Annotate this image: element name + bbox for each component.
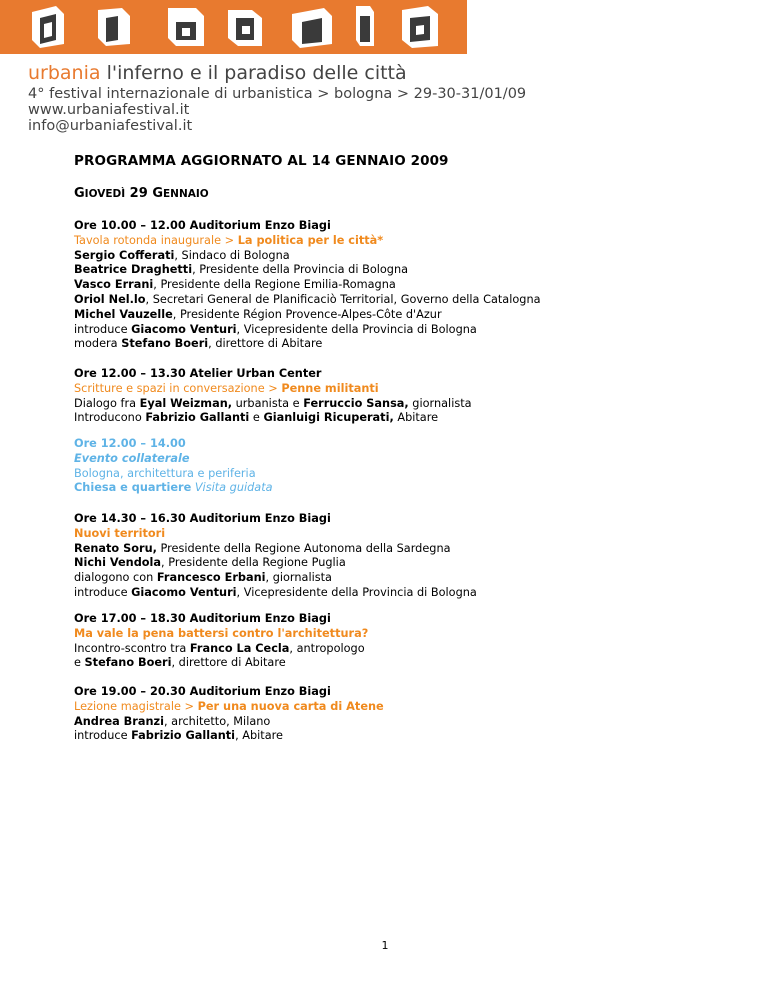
event-category: Tavola rotonda inaugurale > La politica per le città* (74, 233, 384, 247)
speaker-line: Andrea Branzi, architetto, Milano (74, 714, 271, 728)
introducer-line: introduce Giacomo Venturi, Vicepresidente della Provincia di Bologna (74, 585, 477, 599)
event-time: Ore 12.00 – 14.00 (74, 437, 186, 450)
moderator-line: modera Stefano Boeri, direttore di Abitare (74, 337, 323, 351)
speaker-line: Michel Vauzelle, Presidente Région Provence-Alpes-Côte d'Azur (74, 307, 442, 321)
website-link[interactable]: www.urbaniafestival.it (28, 102, 190, 118)
email-link[interactable]: info@urbaniafestival.it (28, 118, 193, 134)
event-category: Scritture e spazi in conversazione > Penne militanti (74, 381, 379, 395)
introducer-line: introduce Giacomo Venturi, Vicepresidente della Provincia di Bologna (74, 322, 477, 336)
day-heading: GIOVEDÌ 29 GENNAIO (74, 186, 209, 201)
event-topic: Ma vale la pena battersi contro l'architettura? (74, 626, 369, 640)
event-subject: Bologna, architettura e periferia (74, 466, 256, 480)
header-banner (0, 0, 467, 54)
event-3-collateral (74, 437, 734, 496)
speaker-line: Renato Soru, Presidente della Regione Autonoma della Sardegna (74, 541, 451, 555)
festival-line: 4° festival internazionale di urbanistica > bologna > 29-30-31/01/09 (28, 86, 527, 102)
event-4 (74, 512, 734, 601)
page-number: 1 (381, 939, 389, 952)
speaker-line: Incontro-scontro tra Franco La Cecla, antropologo (74, 641, 365, 655)
event-topic: Nuovi territori (74, 526, 166, 540)
speaker-line: Vasco Errani, Presidente della Regione Emilia-Romagna (74, 278, 396, 292)
dialogue-line: dialogono con Francesco Erbani, giornalista (74, 571, 332, 585)
dialogue-line: Dialogo fra Eyal Weizman, urbanista e Ferruccio Sansa, giornalista (74, 396, 472, 410)
introducer-line: Introducono Fabrizio Gallanti e Gianluigi Ricuperati, Abitare (74, 411, 439, 425)
event-5 (74, 612, 734, 671)
speaker-line: Beatrice Draghetti, Presidente della Provincia di Bologna (74, 263, 409, 277)
festival-header (28, 60, 588, 134)
introducer-line: introduce Fabrizio Gallanti, Abitare (74, 729, 283, 743)
speaker-line: e Stefano Boeri, direttore di Abitare (74, 656, 286, 670)
event-time: Ore 10.00 – 12.00 Auditorium Enzo Biagi (74, 219, 331, 232)
brand-tagline: l'inferno e il paradiso delle città (100, 62, 407, 84)
event-1 (74, 219, 734, 352)
speaker-line: Oriol Nel.lo, Secretari General de Planificaciò Territorial, Governo della Catalogna (74, 292, 541, 306)
brand-line (28, 60, 588, 86)
event-2 (74, 367, 734, 426)
event-time: Ore 12.00 – 13.30 Atelier Urban Center (74, 367, 322, 380)
speaker-line: Nichi Vendola, Presidente della Regione Puglia (74, 556, 346, 570)
event-time: Ore 17.00 – 18.30 Auditorium Enzo Biagi (74, 612, 331, 625)
event-label: Evento collaterale (74, 451, 190, 465)
page-title: PROGRAMMA AGGIORNATO AL 14 GENNAIO 2009 (74, 153, 449, 169)
event-place: Chiesa e quartiere Visita guidata (74, 481, 273, 495)
event-time: Ore 14.30 – 16.30 Auditorium Enzo Biagi (74, 512, 331, 525)
event-category: Lezione magistrale > Per una nuova carta di Atene (74, 699, 384, 713)
brand-name: urbania (28, 62, 101, 84)
speaker-line: Sergio Cofferati, Sindaco di Bologna (74, 248, 290, 262)
event-6 (74, 685, 734, 744)
event-time: Ore 19.00 – 20.30 Auditorium Enzo Biagi (74, 685, 331, 698)
urbania-logo-blocks (0, 0, 467, 54)
